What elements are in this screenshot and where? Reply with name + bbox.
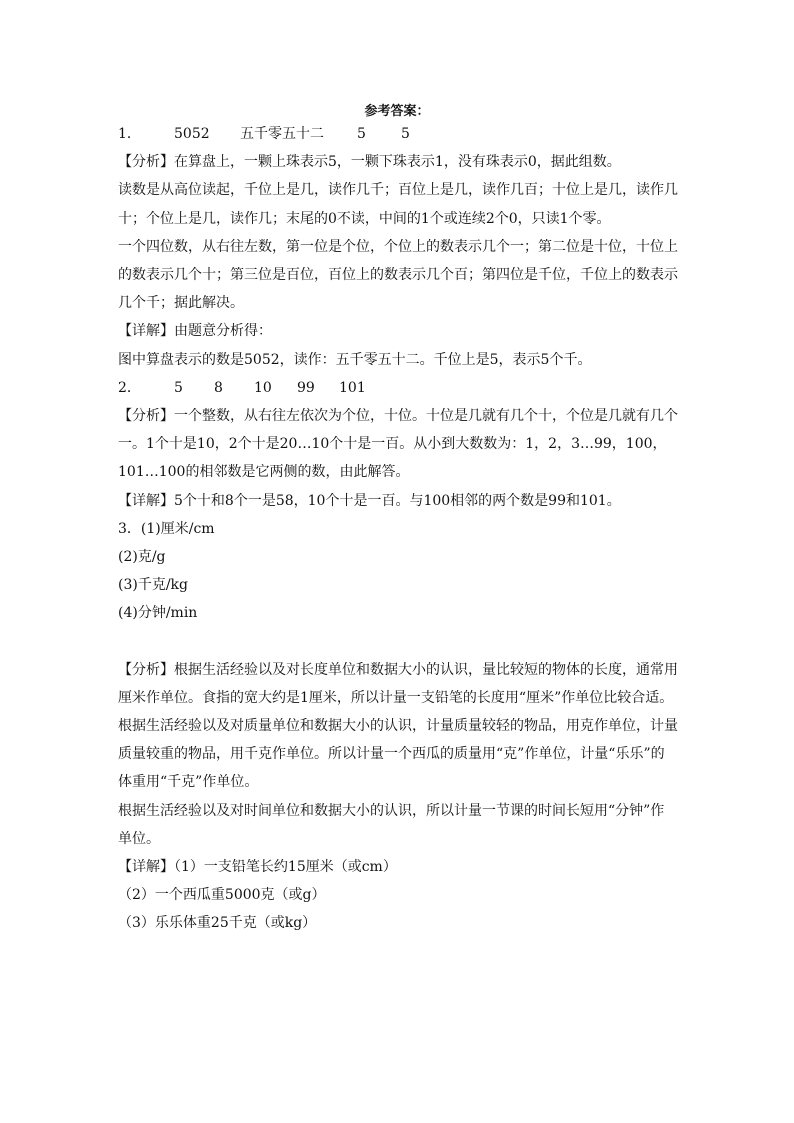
q1-answer-2: 五千零五十二	[240, 126, 324, 142]
q3-answer-2: (2)克/g	[118, 549, 166, 566]
page-title: 参考答案：	[364, 104, 430, 119]
q1-answer-4: 5	[401, 126, 410, 142]
q2-answer-4: 99	[297, 379, 315, 396]
q2-answer-5: 101	[339, 379, 366, 396]
q2-answer-2: 8	[214, 379, 223, 396]
q1-detail-1: 【详解】由题意分析得：	[118, 323, 272, 340]
q2-answer-row	[118, 374, 678, 402]
q3-detail-2: （2）一个西瓜重5000克（或g）	[118, 887, 326, 904]
q1-number: 1．	[118, 126, 141, 142]
q1-detail-2: 图中算盘表示的数是5052，读作：五千零五十二。千位上是5，表示5个千。	[118, 351, 592, 368]
answer-content	[118, 120, 678, 938]
q3-analysis-2: 根据生活经验以及对质量单位和数据大小的认识，计量质量较轻的物品，用克作单位，计量质量较重的物品，用千克作单位。所以计量一个西瓜的质量用“克”作单位，计量“乐乐”的体重用“千克”作单位。	[118, 718, 678, 791]
q3-detail-1: 【详解】（1）一支铅笔长约15厘米（或cm）	[118, 859, 397, 876]
q2-number: 2．	[118, 379, 141, 396]
q3-analysis-3: 根据生活经验以及对时间单位和数据大小的认识，所以计量一节课的时间长短用“分钟”作单位。	[118, 802, 665, 847]
q1-answer-row	[118, 120, 678, 148]
q1-answer-3: 5	[357, 126, 366, 142]
q2-analysis: 【分析】一个整数，从右往左依次为个位，十位。十位是几就有几个十，个位是几就有几个一。1个十是10，2个十是20…10个十是一百。从小到大数数为：1，2，3…99，100，101…100的相邻数是它两侧的数，由此解答。	[118, 408, 678, 481]
q3-answer-3: (3)千克/kg	[118, 577, 188, 594]
q3-answer-row	[118, 515, 678, 543]
q1-analysis-3: 一个四位数，从右往左数，第一位是个位，个位上的数表示几个一；第二位是十位，十位上的数表示几个十；第三位是百位，百位上的数表示几个百；第四位是千位，千位上的数表示几个千；据此解决。	[118, 238, 678, 312]
q3-answer-1: (1)厘米/cm	[140, 520, 215, 537]
q1-analysis-2: 读数是从高位读起，千位上是几，读作几千；百位上是几，读作几百；十位上是几，读作几十；个位上是几，读作几；末尾的0不读，中间的1个或连续2个0，只读1个零。	[118, 182, 678, 227]
q2-answer-1: 5	[174, 379, 183, 396]
q3-detail-3: （3）乐乐体重25千克（或kg）	[118, 915, 317, 932]
q1-answer-1: 5052	[174, 126, 210, 142]
q2-detail: 【详解】5个十和8个一是58，10个十是一百。与100相邻的两个数是99和101。	[118, 492, 621, 509]
q3-analysis-1: 【分析】根据生活经验以及对长度单位和数据大小的认识，量比较短的物体的长度，通常用厘米作单位。食指的宽大约是1厘米，所以计量一支铅笔的长度用“厘米”作单位比较合适。	[118, 661, 678, 706]
q1-analysis-1: 【分析】在算盘上，一颗上珠表示5，一颗下珠表示1，没有珠表示0，据此组数。	[118, 154, 621, 171]
q3-number: 3．	[118, 520, 141, 537]
spacer	[118, 628, 678, 656]
q2-answer-3: 10	[254, 379, 272, 396]
q3-answer-4: (4)分钟/min	[118, 605, 198, 622]
